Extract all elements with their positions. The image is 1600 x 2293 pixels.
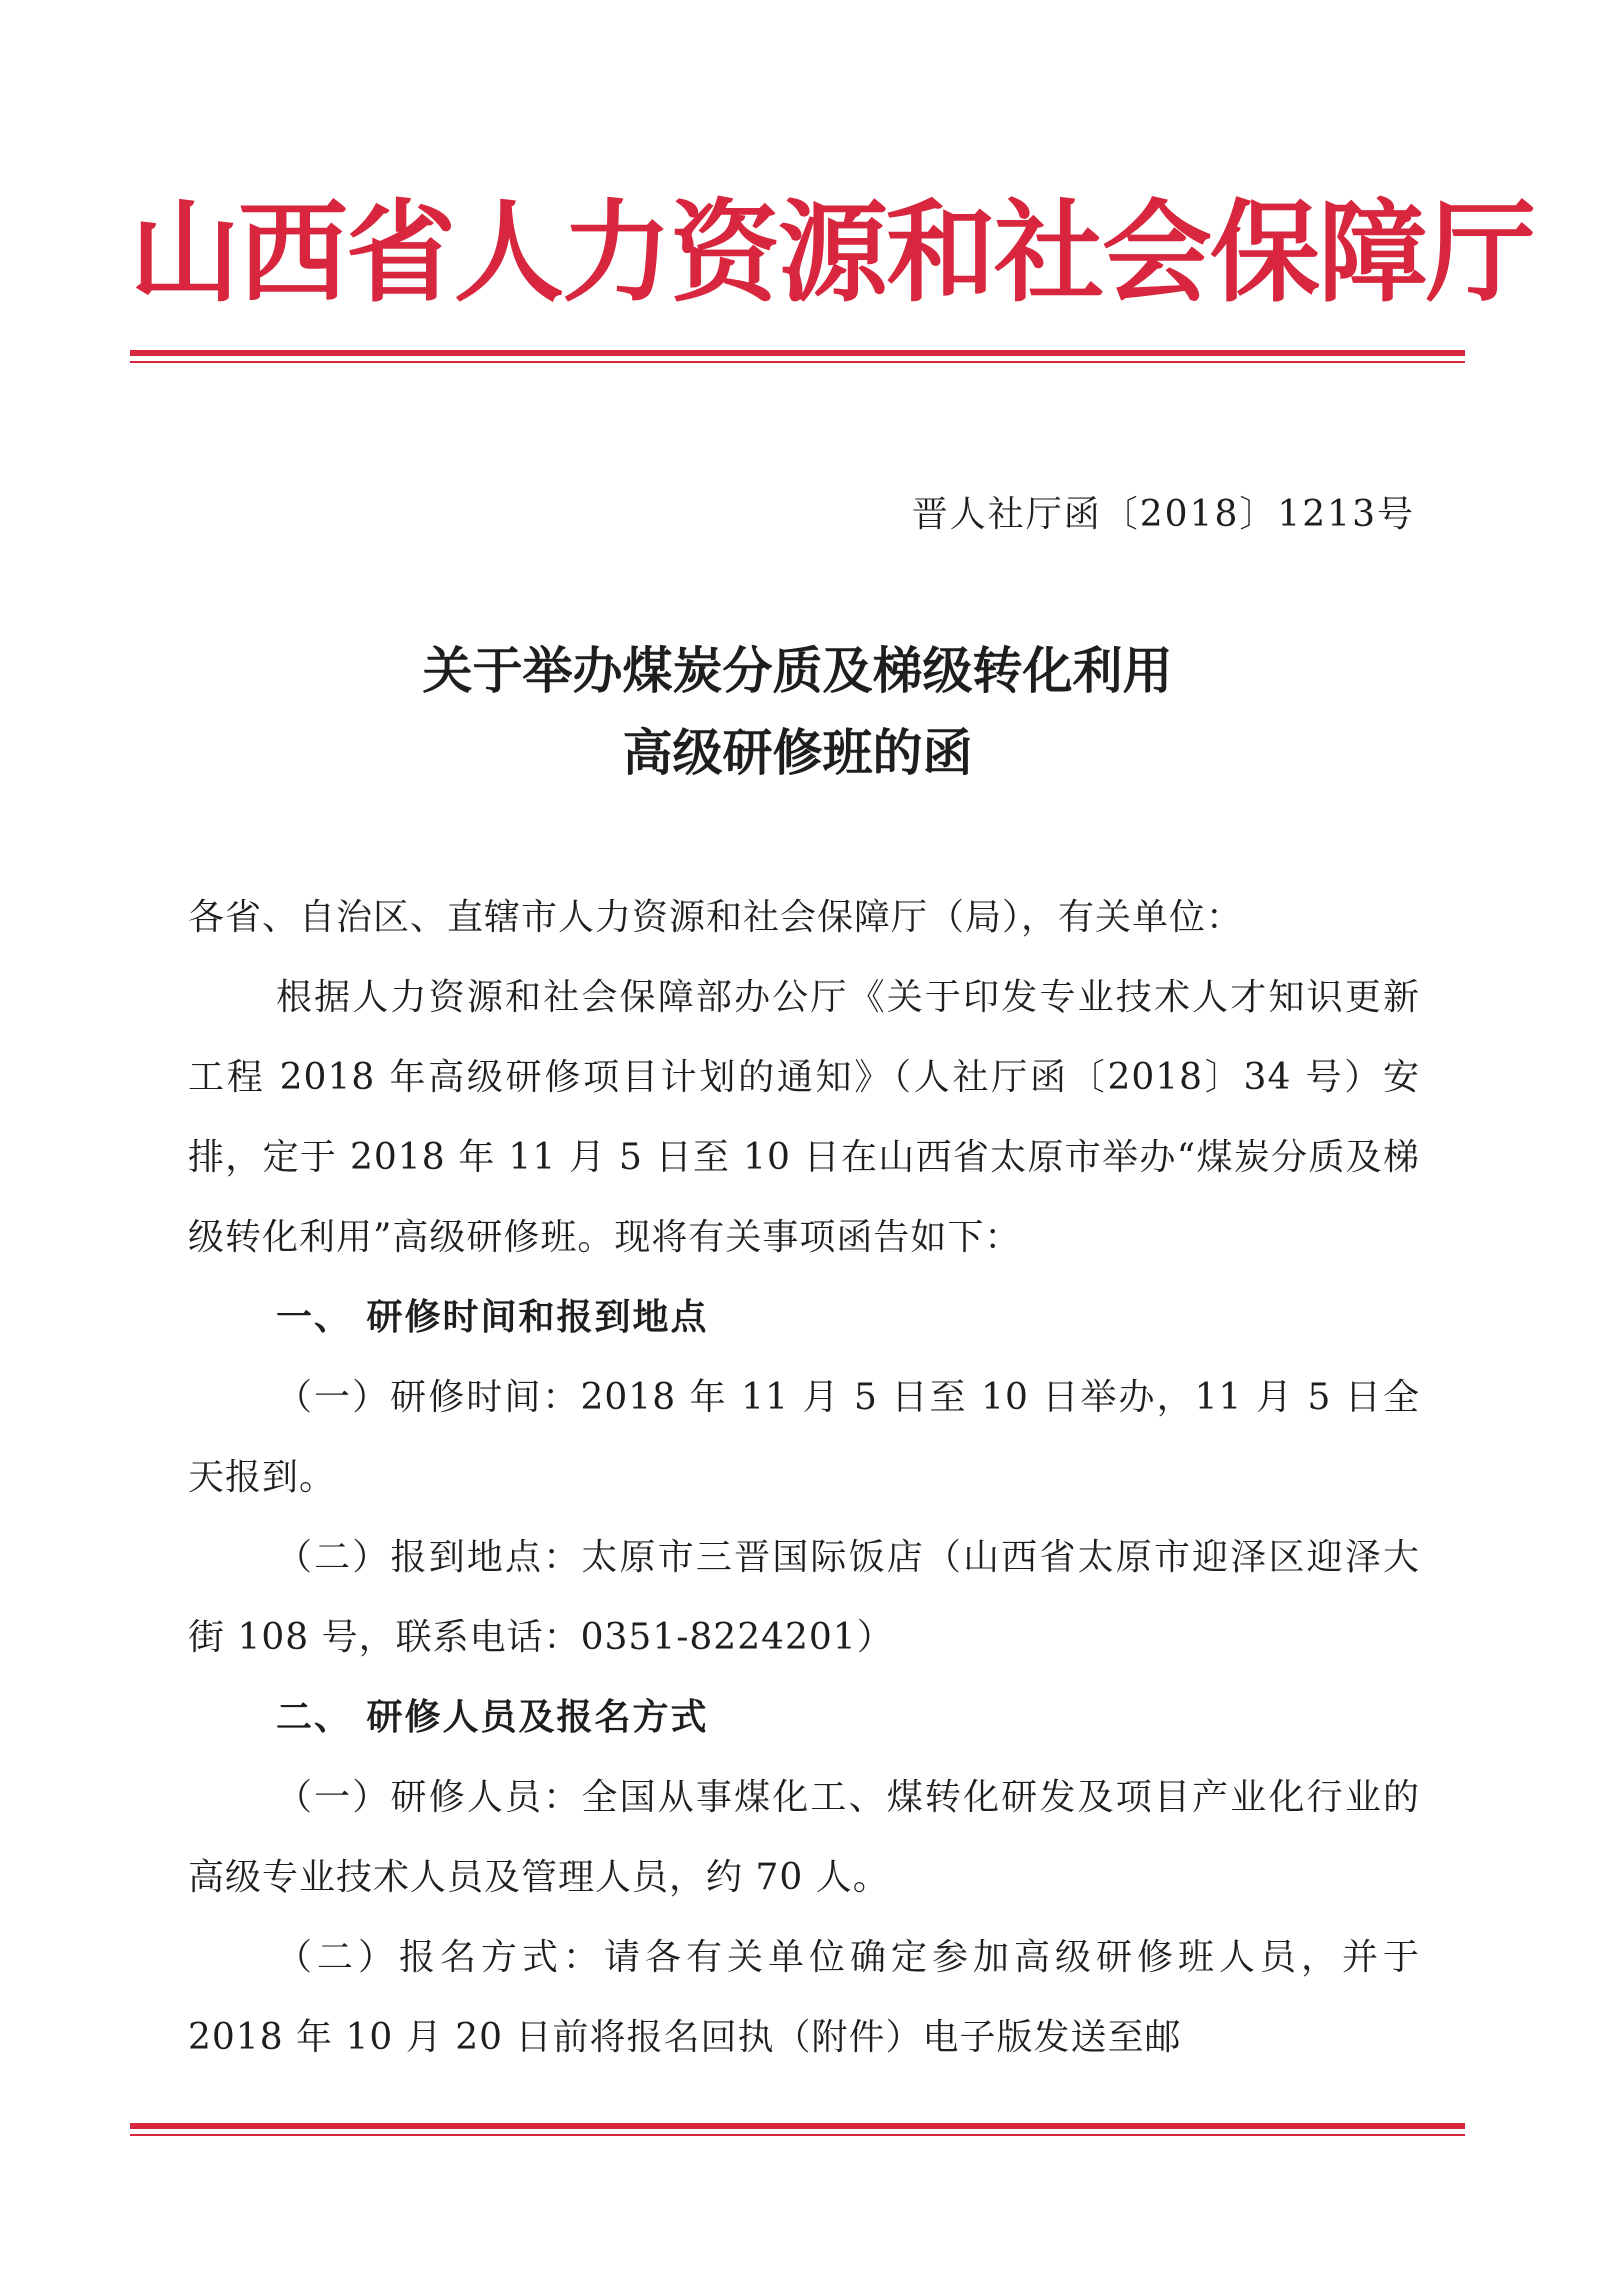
header-divider-thick	[130, 350, 1465, 356]
document-number: 晋人社厅函〔2018〕1213号	[911, 494, 1415, 535]
section-1-item-2: （二）报到地点：太原市三晋国际饭店（山西省太原市迎泽区迎泽大街 108 号，联系电话：0351-8224201）	[188, 1537, 1420, 1658]
section-2-item-1: （一）研修人员：全国从事煤化工、煤转化研发及项目产业化行业的高级专业技术人员及管理人员，约 70 人。	[188, 1777, 1420, 1898]
section-2-item-2: （二）报名方式：请各有关单位确定参加高级研修班人员，并于 2018 年 10 月 20 日前将报名回执（附件）电子版发送至邮	[188, 1937, 1420, 2058]
footer-divider	[130, 2123, 1465, 2136]
section-heading-1: 一、 研修时间和报到地点	[276, 1297, 709, 1338]
document-body	[188, 878, 1420, 2078]
header-divider-thin	[130, 361, 1465, 363]
salutation: 各省、自治区、直辖市人力资源和社会保障厅（局），有关单位：	[188, 897, 1244, 938]
agency-header: 山西省人力资源和社会保障厅	[130, 189, 1534, 317]
document-title-line-1: 关于举办煤炭分质及梯级转化利用	[422, 642, 1173, 700]
document-title-line-2: 高级研修班的函	[622, 724, 973, 782]
header-divider	[130, 350, 1465, 363]
section-heading-2: 二、 研修人员及报名方式	[276, 1697, 709, 1738]
intro-paragraph: 根据人力资源和社会保障部办公厅《关于印发专业技术人才知识更新工程 2018 年高级研修项目计划的通知》（人社厅函〔2018〕34 号）安排，定于 2018 年 11 月 5 日至 10 日在山西省太原市举办“煤炭分质及梯级转化利用”高级研修班。现将有关事项函告如下：	[188, 977, 1420, 1258]
document-title	[130, 630, 1465, 794]
footer-divider-thin	[130, 2134, 1465, 2136]
footer-divider-thick	[130, 2123, 1465, 2129]
section-1-item-1: （一）研修时间：2018 年 11 月 5 日至 10 日举办，11 月 5 日全天报到。	[188, 1377, 1420, 1498]
